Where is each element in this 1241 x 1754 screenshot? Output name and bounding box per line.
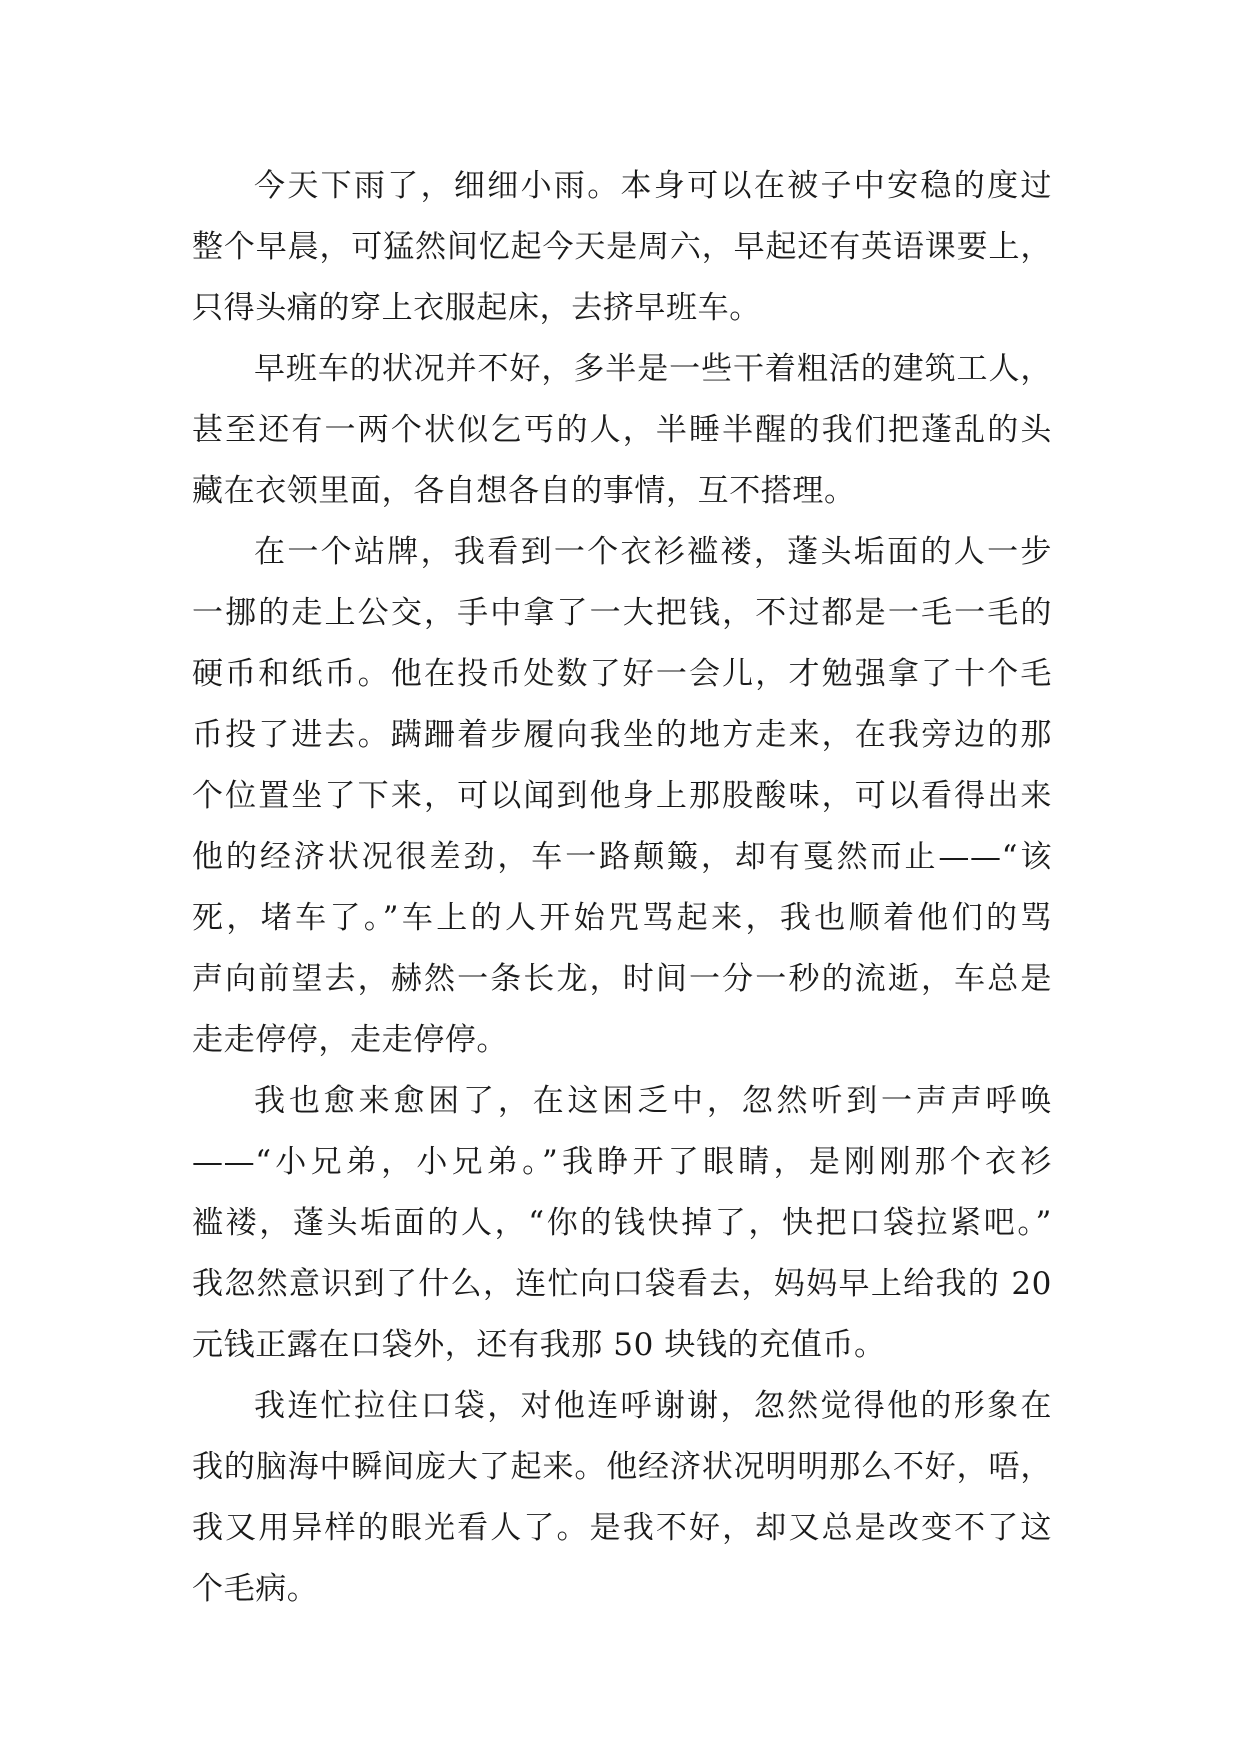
text-line: 我连忙拉住口袋，对他连呼谢谢，忽然觉得他的形象在: [254, 1388, 1052, 1424]
text-line: 我忽然意识到了什么，连忙向口袋看去，妈妈早上给我的 20: [192, 1266, 1052, 1302]
paragraph-1: [192, 156, 1052, 339]
text-line: 元钱正露在口袋外，还有我那 50 块钱的充值币。: [192, 1327, 886, 1363]
text-line: 走走停停，走走停停。: [192, 1022, 508, 1058]
text-line: 死，堵车了。”车上的人开始咒骂起来，我也顺着他们的骂: [192, 900, 1052, 936]
text-line: 甚至还有一两个状似乞丐的人，半睡半醒的我们把蓬乱的头: [192, 412, 1052, 448]
text-line: 在一个站牌，我看到一个衣衫褴褛，蓬头垢面的人一步: [254, 534, 1052, 570]
text-line: 藏在衣领里面，各自想各自的事情，互不搭理。: [192, 473, 856, 509]
paragraph-4: [192, 1071, 1052, 1376]
text-line: 只得头痛的穿上衣服起床，去挤早班车。: [192, 290, 761, 326]
text-line: 褴褛，蓬头垢面的人，“你的钱快掉了，快把口袋拉紧吧。”: [192, 1205, 1052, 1241]
text-line: 我也愈来愈困了，在这困乏中，忽然听到一声声呼唤: [254, 1083, 1052, 1119]
paragraph-2: [192, 339, 1052, 522]
paragraph-5: [192, 1376, 1052, 1620]
text-line: 今天下雨了，细细小雨。本身可以在被子中安稳的度过: [254, 168, 1052, 204]
text-line: 我又用异样的眼光看人了。是我不好，却又总是改变不了这: [192, 1510, 1052, 1546]
text-line: 个位置坐了下来，可以闻到他身上那股酸味，可以看得出来: [192, 778, 1052, 814]
text-line: 他的经济状况很差劲，车一路颠簸，却有戛然而止——“该: [192, 839, 1052, 875]
text-line: 币投了进去。蹒跚着步履向我坐的地方走来，在我旁边的那: [192, 717, 1052, 753]
paragraph-3: [192, 522, 1052, 1071]
text-line: 我的脑海中瞬间庞大了起来。他经济状况明明那么不好，唔，: [192, 1449, 1052, 1485]
text-line: 个毛病。: [192, 1571, 319, 1607]
text-line: 硬币和纸币。他在投币处数了好一会儿，才勉强拿了十个毛: [192, 656, 1052, 692]
text-line: 声向前望去，赫然一条长龙，时间一分一秒的流逝，车总是: [192, 961, 1052, 997]
text-line: ——“小兄弟，小兄弟。”我睁开了眼睛，是刚刚那个衣衫: [192, 1144, 1052, 1180]
text-line: 早班车的状况并不好，多半是一些干着粗活的建筑工人，: [254, 351, 1052, 387]
text-line: 一挪的走上公交，手中拿了一大把钱，不过都是一毛一毛的: [192, 595, 1052, 631]
text-line: 整个早晨，可猛然间忆起今天是周六，早起还有英语课要上，: [192, 229, 1052, 265]
article-body: [192, 156, 1052, 1620]
